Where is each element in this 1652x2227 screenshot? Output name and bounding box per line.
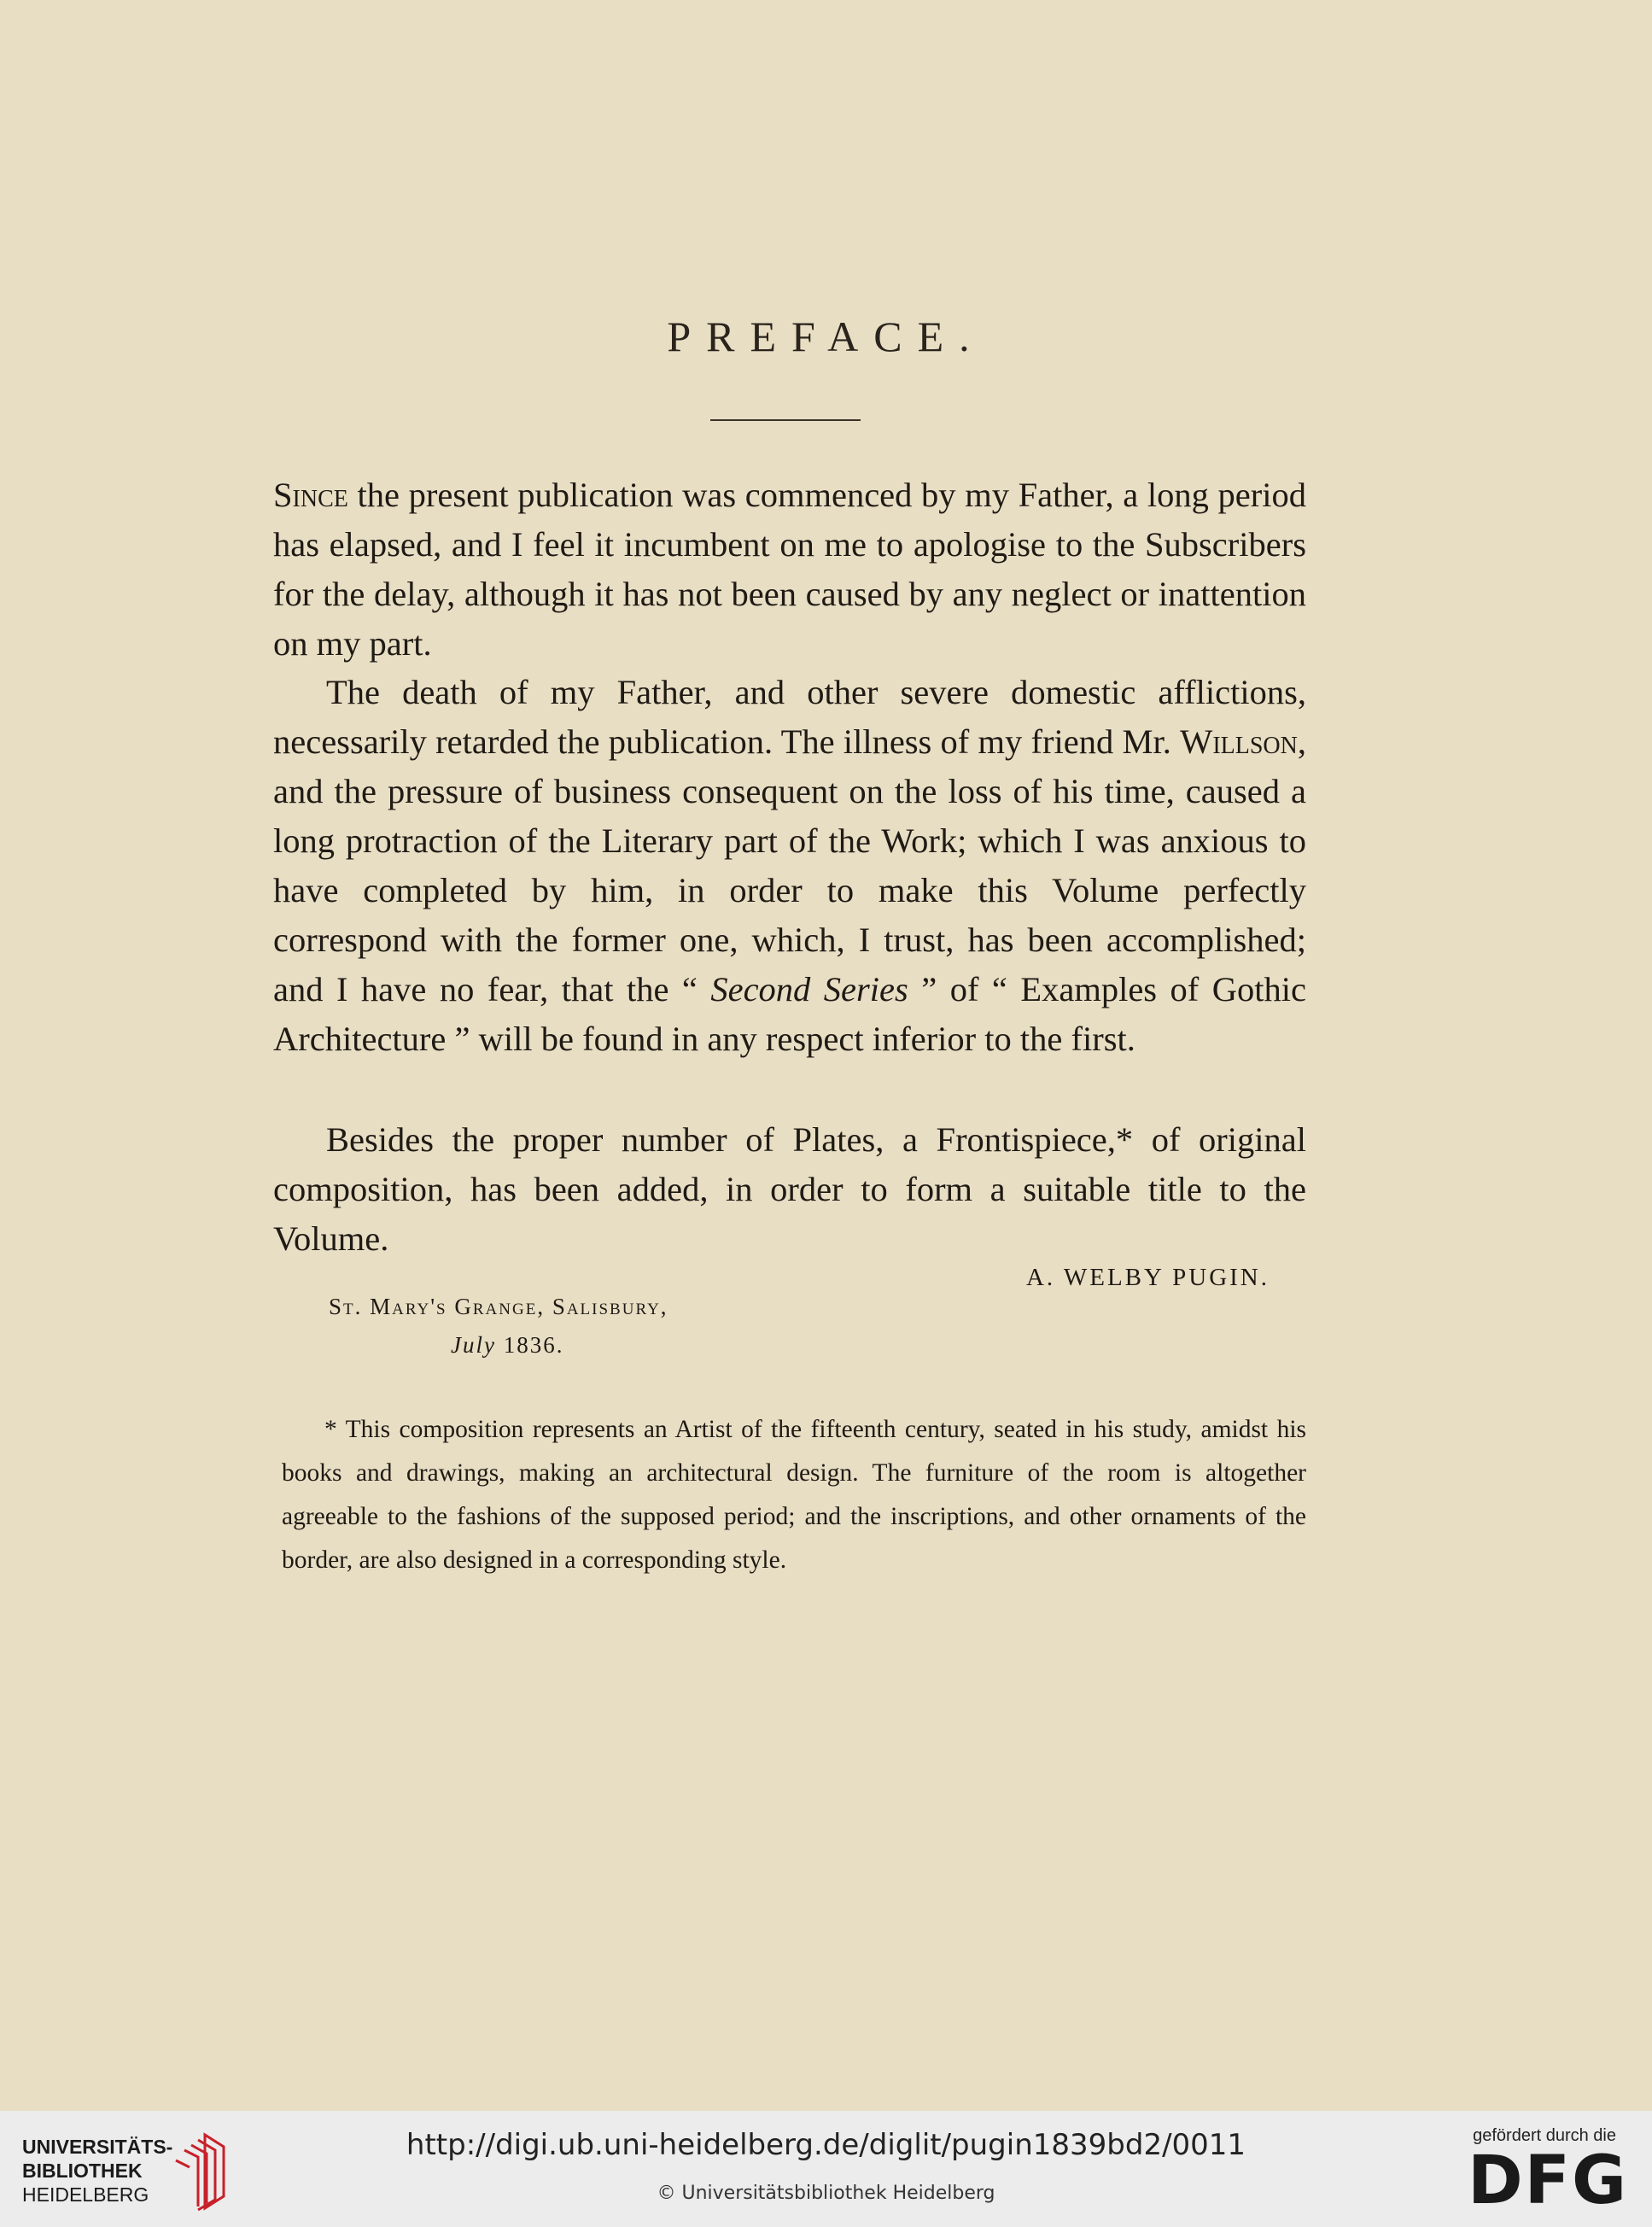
- paragraph-2-series: Second Series: [710, 970, 908, 1008]
- library-line-2: BIBLIOTHEK: [22, 2160, 143, 2182]
- footnote: * This composition represents an Artist of the fifteenth century, seated in his study, amidst his books and drawings, making an architectural design. The furniture of the room is altogether agreeable to the fashions of the supposed period; and the inscriptions, and other ornaments of the border, are also designed in a corresponding style.: [282, 1416, 1306, 1574]
- paragraph-1: [273, 471, 1306, 669]
- paragraph-2-part2: , and the pressure of business consequent on the loss of his time, caused a long protraction of the Literary part of the Work; which I was anxious to have completed by him, in order to make this Volume perfectly correspond with the former one, which, I trust, has been accomplished; and I have no fear, that the “: [273, 722, 1306, 1008]
- date-month: July: [451, 1332, 496, 1358]
- copyright-text: © Universitätsbibliothek Heidelberg: [657, 2183, 995, 2204]
- paragraph-1-text: the present publication was commenced by my Father, a long period has elapsed, and I feel it incumbent on me to apologise to the Subscribers for the delay, although it has not been caused by any neglect or inattention on my part.: [273, 476, 1306, 663]
- title-divider: [710, 419, 861, 421]
- author-signature: A. WELBY PUGIN.: [1025, 1264, 1270, 1291]
- paragraph-3: Besides the proper number of Plates, a Frontispiece,* of original composition, has been added, in order to form a suitable title to the Volume.: [273, 1120, 1306, 1258]
- footer-bar: [0, 2111, 1652, 2227]
- library-line-1: UNIVERSITÄTS-: [22, 2136, 173, 2158]
- paragraph-1-lead: Since: [273, 476, 348, 514]
- paragraph-2-name: Willson: [1180, 722, 1298, 761]
- paragraph-2: [273, 668, 1306, 1064]
- paragraph-2-part1: The death of my Father, and other severe domestic afflictions, necessarily retarded the publication. The illness of my friend Mr.: [273, 673, 1306, 761]
- date-line: [451, 1332, 563, 1359]
- dfg-logo[interactable]: DFG: [1467, 2142, 1628, 2219]
- date-year: 1836.: [495, 1332, 564, 1358]
- paragraph-2-part3: ” of “ Examples of Gothic Architecture ” will be found in any respect inferior to the first.: [273, 970, 1306, 1058]
- funding-caption: gefördert durch die: [1473, 2126, 1616, 2145]
- place-line: St. Mary's Grange, Salisbury,: [329, 1294, 668, 1319]
- permalink-url[interactable]: http://digi.ub.uni-heidelberg.de/diglit/pugin1839bd2/0011: [406, 2128, 1246, 2162]
- page-title: PREFACE.: [667, 313, 985, 360]
- library-line-3: HEIDELBERG: [22, 2183, 149, 2206]
